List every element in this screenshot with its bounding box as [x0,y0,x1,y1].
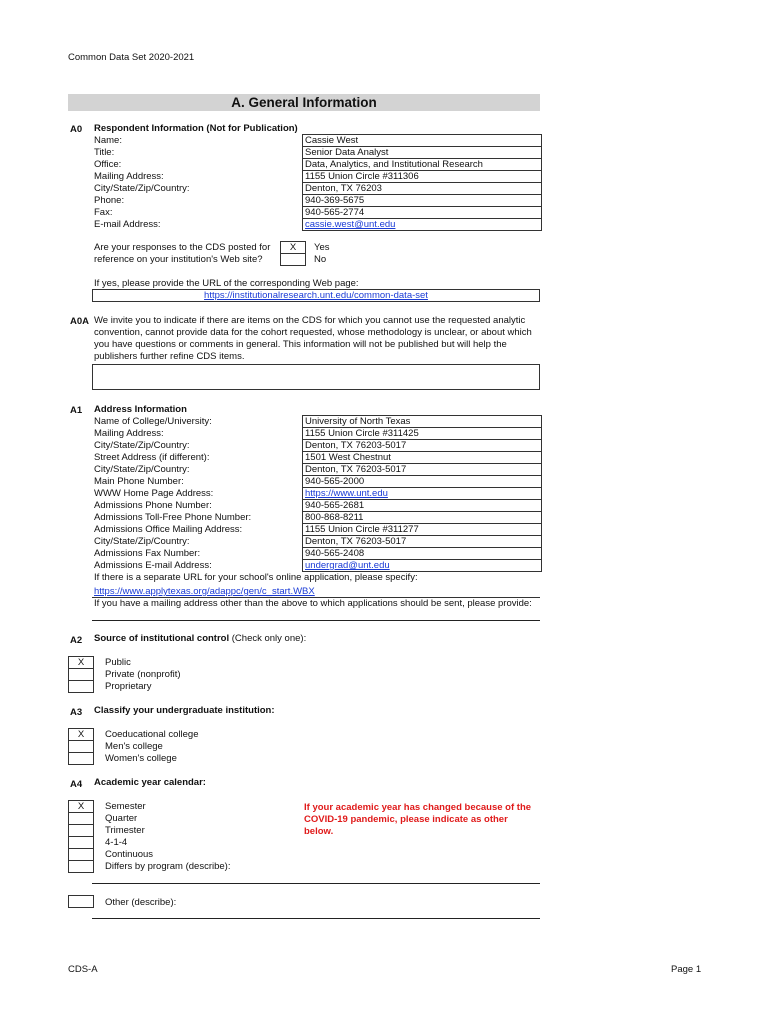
other-calendar-checkbox[interactable] [69,895,93,907]
a0a-text [94,315,532,363]
a0-label: E-mail Address: [94,219,161,230]
respondent-city-field[interactable]: Denton, TX 76203 [303,182,541,194]
semester-checkbox[interactable]: X [69,800,93,812]
college-name-field[interactable]: University of North Texas [303,415,541,427]
a0-label: Name: [94,135,122,146]
footer-left: CDS-A [68,964,98,975]
respondent-fax-field[interactable]: 940-565-2774 [303,206,541,218]
a3-code: A3 [70,707,83,718]
a0-posted-checkboxes [280,241,306,266]
a1-heading: Address Information [94,404,187,415]
posted-no-checkbox[interactable] [281,253,305,265]
a2-options [105,657,181,693]
a0a-line: convention, cannot provide data for the cohort requested, whose methodology is unclear, or about which [94,327,532,338]
other-address-prompt: If you have a mailing address other than the above to which applications should be sent, please provide: [94,598,532,609]
womens-college-checkbox[interactable] [69,752,93,764]
other-describe-line[interactable] [92,918,540,919]
a1-label: Admissions Office Mailing Address: [94,524,243,535]
a0-label: Fax: [94,207,113,218]
a1-label: WWW Home Page Address: [94,488,214,499]
a0-label: City/State/Zip/Country: [94,183,190,194]
a1-labels [94,416,251,572]
admissions-city-field[interactable]: Denton, TX 76203-5017 [303,535,541,547]
a4-option: Differs by program (describe): [105,861,231,872]
covid-note-line: below. [304,826,334,837]
posted-no-label: No [314,254,327,265]
a0-label: Title: [94,147,115,158]
a0-label: Office: [94,159,122,170]
a1-label: Admissions Fax Number: [94,548,201,559]
a2-option: Proprietary [105,681,152,692]
a0-question-line: reference on your institution's Web site? [94,254,263,265]
street-address-field[interactable]: 1501 West Chestnut [303,451,541,463]
control-proprietary-checkbox[interactable] [69,680,93,692]
online-app-url[interactable]: https://www.applytexas.org/adappc/gen/c_start.WBX [94,586,315,597]
admissions-tollfree-field[interactable]: 800-868-8211 [303,511,541,523]
respondent-name-field[interactable]: Cassie West [303,134,541,146]
page-header: Common Data Set 2020-2021 [68,52,195,63]
a4-option: Trimester [105,825,145,836]
a0-label: Mailing Address: [94,171,164,182]
mailing-address-field[interactable]: 1155 Union Circle #311425 [303,427,541,439]
covid-note-line: If your academic year has changed because of the [304,802,532,813]
homepage-field[interactable]: https://www.unt.edu [303,487,541,499]
a1-label: Main Phone Number: [94,476,184,487]
control-public-checkbox[interactable]: X [69,656,93,668]
a4-code: A4 [70,779,83,790]
cds-url-field[interactable] [92,289,540,302]
admissions-phone-field[interactable]: 940-565-2681 [303,499,541,511]
respondent-phone-field[interactable]: 940-369-5675 [303,194,541,206]
respondent-address-field[interactable]: 1155 Union Circle #311306 [303,170,541,182]
section-title: A. General Information [68,94,540,111]
quarter-checkbox[interactable] [69,812,93,824]
a3-checkboxes [68,728,94,765]
online-app-prompt: If there is a separate URL for your school's online application, please specify: [94,572,418,583]
cds-url-link[interactable]: https://institutionalresearch.unt.edu/common-data-set [204,290,428,301]
url-prompt: If yes, please provide the URL of the corresponding Web page: [94,278,359,289]
a3-heading: Classify your undergraduate institution: [94,705,275,716]
a0-label: Phone: [94,195,125,206]
a1-label: City/State/Zip/Country: [94,536,190,547]
mailing-city-field[interactable]: Denton, TX 76203-5017 [303,439,541,451]
posted-yes-label: Yes [314,242,330,253]
a1-label: Admissions Phone Number: [94,500,212,511]
a0a-code: A0A [70,316,90,327]
respondent-email-field[interactable]: cassie.west@unt.edu [303,218,541,230]
respondent-title-field[interactable]: Senior Data Analyst [303,146,541,158]
a4-options [105,801,230,873]
a3-option: Women's college [105,753,177,764]
a0-labels [94,135,190,231]
other-address-line[interactable] [92,620,540,621]
a2-heading-rest: (Check only one): [229,633,307,644]
posted-yes-checkbox[interactable]: X [281,241,305,253]
mens-college-checkbox[interactable] [69,740,93,752]
covid-note [304,802,531,838]
continuous-checkbox[interactable] [69,848,93,860]
a3-option: Men's college [105,741,163,752]
a3-option: Coeducational college [105,729,199,740]
a1-values-box [302,415,542,572]
respondent-office-field[interactable]: Data, Analytics, and Institutional Research [303,158,541,170]
a1-label: Mailing Address: [94,428,164,439]
admissions-email-field[interactable]: undergrad@unt.edu [303,559,541,571]
differs-by-program-checkbox[interactable] [69,860,93,872]
a2-option: Private (nonprofit) [105,669,181,680]
a2-heading-bold: Source of institutional control [94,633,230,644]
control-private-checkbox[interactable] [69,668,93,680]
a2-code: A2 [70,635,83,646]
a4-option: Semester [105,801,146,812]
a1-code: A1 [70,405,83,416]
a2-checkboxes [68,656,94,693]
a4-checkboxes [68,800,94,873]
a3-options [105,729,198,765]
a0a-line: you have questions or comments in general. This information will not be published but will help the [94,339,507,350]
a0-code: A0 [70,124,83,135]
a2-option: Public [105,657,131,668]
a1-label: Name of College/University: [94,416,212,427]
a2-heading [94,633,306,645]
differs-describe-line[interactable] [92,883,540,884]
a4-option: 4-1-4 [105,837,128,848]
a0a-comments-box[interactable] [92,364,540,390]
a0-question-line: Are your responses to the CDS posted for [94,242,271,253]
four-one-four-checkbox[interactable] [69,836,93,848]
a4-option: Continuous [105,849,154,860]
a0-values-box [302,134,542,231]
a1-label: Admissions Toll-Free Phone Number: [94,512,252,523]
admissions-fax-field[interactable]: 940-565-2408 [303,547,541,559]
a1-label: City/State/Zip/Country: [94,464,190,475]
footer-page-number: Page 1 [671,964,702,975]
coeducational-checkbox[interactable]: X [69,728,93,740]
a1-label: City/State/Zip/Country: [94,440,190,451]
street-city-field[interactable]: Denton, TX 76203-5017 [303,463,541,475]
a0-heading: Respondent Information (Not for Publication) [94,123,298,134]
a0a-line: publishers further refine CDS items. [94,351,245,362]
main-phone-field[interactable]: 940-565-2000 [303,475,541,487]
a1-label: Admissions E-mail Address: [94,560,212,571]
a1-label: Street Address (if different): [94,452,210,463]
other-calendar-label: Other (describe): [105,897,177,908]
a4-option: Quarter [105,813,138,824]
covid-note-line: COVID-19 pandemic, please indicate as other [304,814,508,825]
a4-other-checkbox-wrap [68,895,94,908]
a4-heading: Academic year calendar: [94,777,206,788]
admissions-address-field[interactable]: 1155 Union Circle #311277 [303,523,541,535]
a0a-line: We invite you to indicate if there are items on the CDS for which you cannot use the requested analytic [94,315,526,326]
trimester-checkbox[interactable] [69,824,93,836]
a0-question [94,242,270,266]
